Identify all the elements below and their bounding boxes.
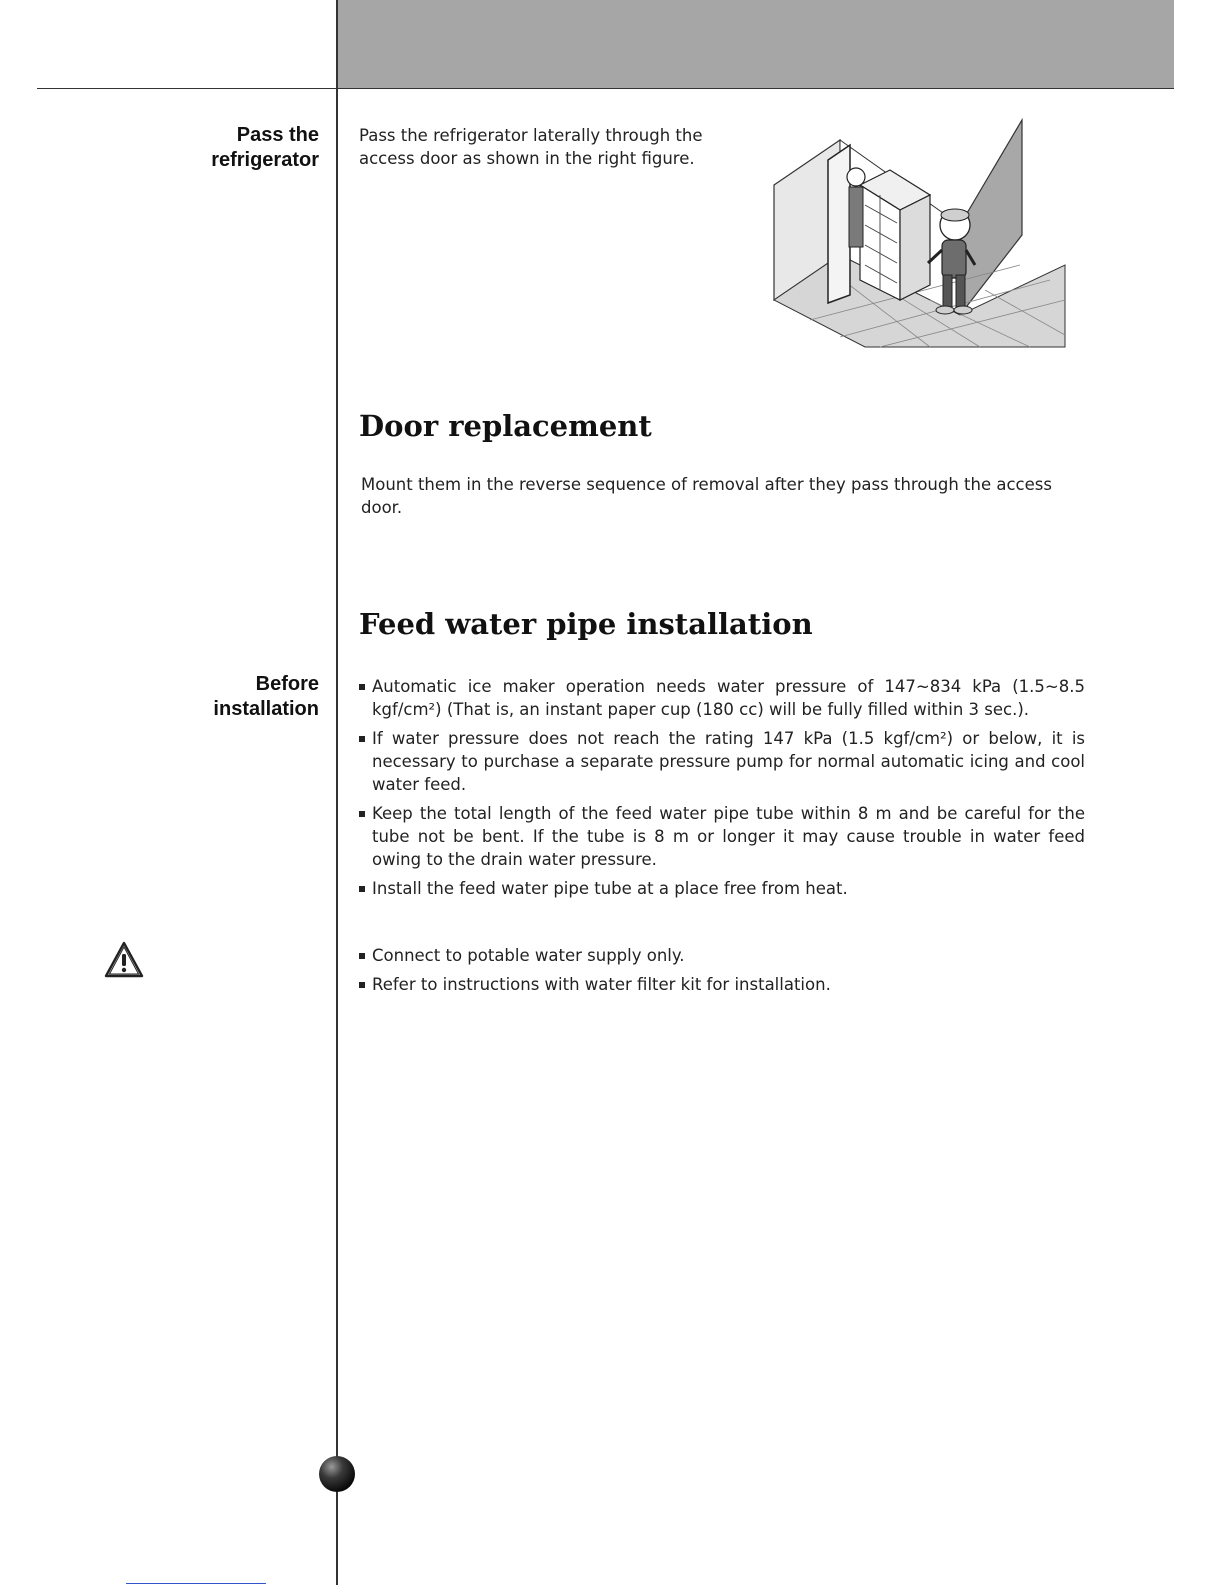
pass-refrigerator-text: Pass the refrigerator laterally through the access door as shown in the right figure.	[359, 126, 703, 168]
list-item: If water pressure does not reach the rating 147 kPa (1.5 kgf/cm²) or below, it is necessary to purchase a separate pressure pump for normal automatic icing and cool water feed.	[358, 727, 1085, 796]
feed-water-title: Feed water pipe installation	[359, 607, 813, 641]
side-label-before-installation	[213, 672, 319, 722]
list-item: Keep the total length of the feed water pipe tube within 8 m and be careful for the tube not be bent. If the tube is 8 m or longer it may cause trouble in water feed owing to the drain water pressure.	[358, 802, 1085, 871]
side-label-line: Before	[255, 673, 319, 695]
warning-list	[358, 944, 1085, 1002]
list-item: Install the feed water pipe tube at a place free from heat.	[358, 877, 1085, 900]
header-band	[338, 0, 1174, 88]
list-item: Automatic ice maker operation needs water pressure of 147~834 kPa (1.5~8.5 kgf/cm²) (That is, an instant paper cup (180 cc) will be fully filled within 3 sec.).	[358, 675, 1085, 721]
before-installation-list	[358, 675, 1085, 906]
side-label-line: Pass the	[236, 124, 319, 146]
warning-triangle-icon	[103, 940, 145, 980]
side-label-line: installation	[213, 698, 319, 720]
refrigerator-passing-door-illustration	[770, 115, 1070, 355]
footer-link-line	[126, 1583, 266, 1584]
side-label-line: refrigerator	[211, 149, 319, 171]
column-divider	[336, 0, 338, 1585]
side-label-pass-refrigerator	[211, 123, 319, 173]
list-item: Refer to instructions with water filter kit for installation.	[358, 973, 1085, 996]
header-rule	[37, 88, 1174, 89]
door-replacement-text: Mount them in the reverse sequence of removal after they pass through the access door.	[361, 475, 1052, 517]
page-marker-ball	[318, 1455, 356, 1493]
list-item: Connect to potable water supply only.	[358, 944, 1085, 967]
door-replacement-title: Door replacement	[359, 409, 652, 443]
